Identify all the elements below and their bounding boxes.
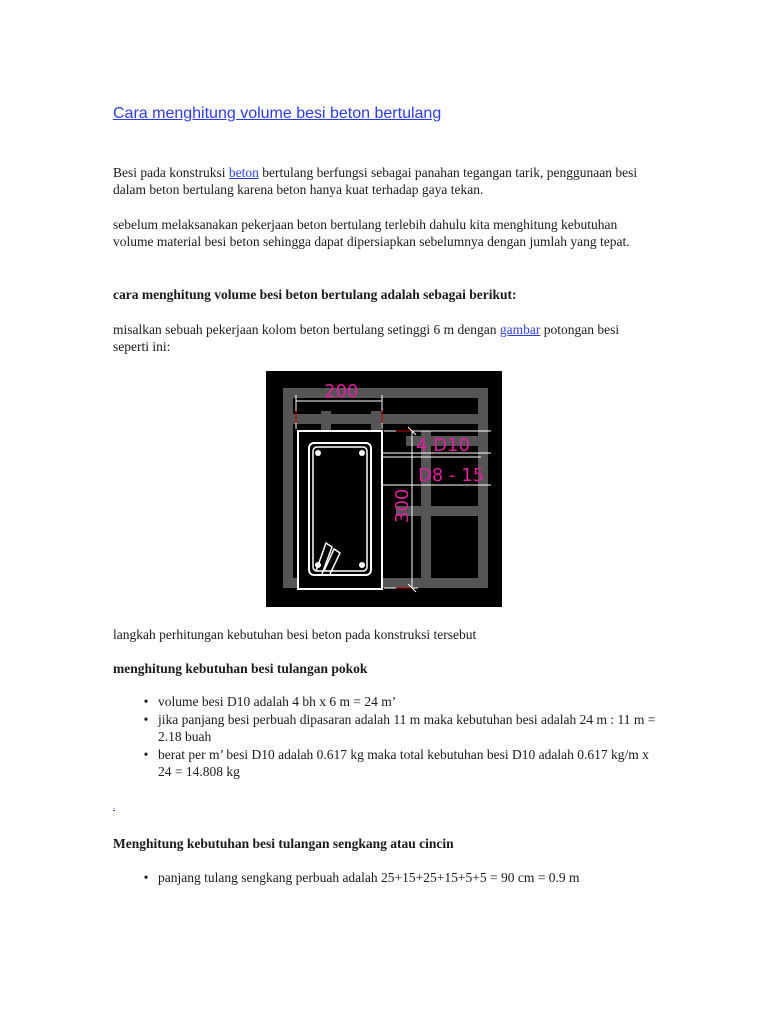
rebar-bottom-right (359, 562, 365, 568)
rebar-top-left (315, 450, 321, 456)
bullet-icon: • (143, 712, 149, 727)
example-text-after: potongan besi seperti ini: (113, 322, 620, 354)
main-bar-label: 4 D10 (416, 435, 470, 456)
example-paragraph (113, 321, 658, 355)
rebar-top-right (359, 450, 365, 456)
intro-text-after: bertulang berfungsi sebagai panahan tegangan tarik, penggunaan besi dalam beton bertulang karena beton hanya kuat terhadap gaya tekan. (113, 165, 638, 197)
beton-link[interactable]: beton (228, 165, 259, 180)
preparation-paragraph: sebelum melaksanakan pekerjaan beton bertulang terlebih dahulu kita menghitung kebutuhan volume material besi beton sehingga dapat dipersiapkan sebelumnya dengan jumlah yang tepat. (113, 217, 630, 249)
column-outline (298, 431, 382, 589)
list-item-text: jika panjang besi perbuah dipasaran adalah 11 m maka kebutuhan besi adalah 24 m : 11 m = 2.18 buah (158, 712, 656, 744)
gambar-link[interactable]: gambar (499, 322, 541, 337)
list-item (113, 746, 658, 780)
bullet-icon: • (143, 747, 149, 762)
column-section-drawing (266, 371, 502, 607)
article-title[interactable]: Cara menghitung volume besi beton bertulang (113, 105, 442, 122)
list-item-text: panjang tulang sengkang perbuah adalah 25+15+25+15+5+5 = 90 cm = 0.9 m (158, 870, 580, 885)
list-item (113, 693, 658, 710)
list-item-text: berat per m’ besi D10 adalah 0.617 kg maka total kebutuhan besi D10 adalah 0.617 kg/m x 24 = 14.808 kg (158, 747, 649, 779)
column-section-svg (266, 371, 502, 607)
width-label: 200 (324, 381, 359, 402)
rebar-bottom-left (315, 562, 321, 568)
main-rebar-heading: menghitung kebutuhan besi tulangan pokok (113, 661, 368, 676)
list-item-text: volume besi D10 adalah 4 bh x 6 m = 24 m’ (158, 694, 397, 709)
main-rebar-list (113, 693, 658, 781)
stirrup-list (113, 869, 658, 887)
method-heading: cara menghitung volume besi beton bertulang adalah sebagai berikut: (113, 287, 517, 302)
intro-paragraph (113, 164, 658, 198)
steps-paragraph: langkah perhitungan kebutuhan besi beton pada konstruksi tersebut (113, 627, 477, 642)
list-item (113, 711, 658, 745)
small-link[interactable]: . (113, 802, 115, 811)
stirrup-label: D8 - 15 (418, 465, 485, 486)
bullet-icon: • (143, 870, 149, 885)
example-text-before: misalkan sebuah pekerjaan kolom beton bertulang setinggi 6 m dengan (113, 322, 500, 337)
list-item (113, 869, 658, 886)
stirrup-heading: Menghitung kebutuhan besi tulangan sengkang atau cincin (113, 836, 454, 851)
intro-text-before: Besi pada konstruksi (113, 165, 229, 180)
height-label: 300 (392, 488, 413, 523)
bullet-icon: • (143, 694, 149, 709)
